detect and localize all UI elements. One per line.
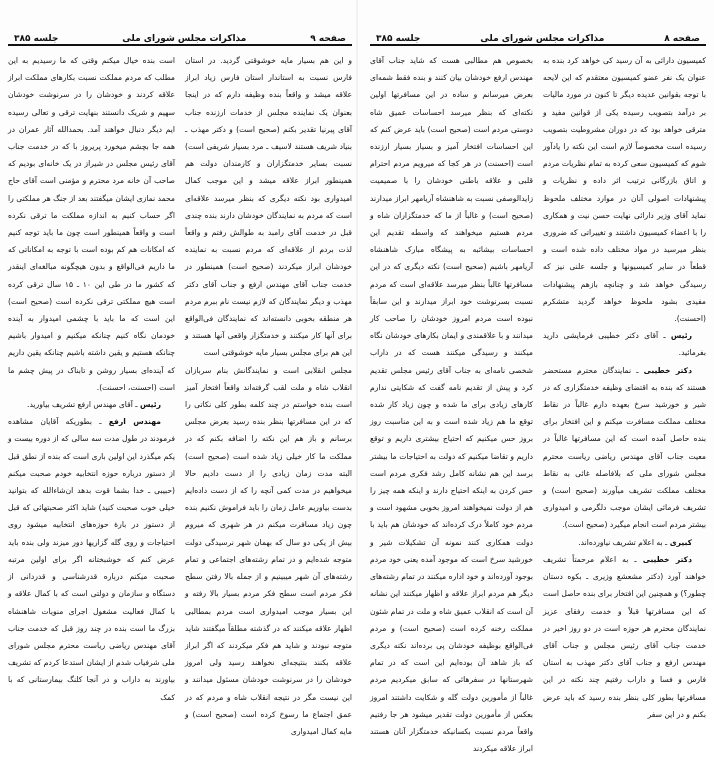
paragraph: است بنده خیال میکنم وقتی که ما رسیدیم به این مطلب که مردم مملکت نسبت بکارهای مملکت ابراز علاقه کردند و خودشان را در سرنوشت خودشان سهیم و شریک دانستند بنهایت ترقی و تعالی رسیده ایم دیگر دنبال خواهند آمد. بحمدالله آثار عمران در همه جا بچشم میخورد پریروز با که در خدمت جناب آقای رئیس مجلس در شیراز در یک خانه‌ای بودیم که صاحب آن خانه مرد محترم و مؤمنی است آقای حاج محمد نمازی ایشان میگفتند بعد از جنگ هر مملکتی را اگر حساب کنیم به اندازه مملکت ما ترقی نکرده است و واقعاً همینطور است چون ما باید توجه کنیم که امکانات هم کم بوده است با توجه به امکاناتی که ما داریم فی‌الواقع و بدون هیچگونه مبالغه‌ای اینقدر که کشور ما در طی این ۱۰ ـ ۱۵ سال ترقی کرده است هیچ مملکتی ترقی نکرده است (صحیح است) این است که ما باید با چشمی امیدوار به آینده خودمان نگاه کنیم چنانکه میکنیم و امیدوار باشیم چنانکه هستیم و یقین داشته باشیم چنانکه یقین داریم که آینده‌ای بسیار روشن و تابناک در پیش چشم ما است (احسنت، احسنت).	[8, 56, 175, 392]
remark-text: آقای مهندس ارفع تشریف بیاورید.	[27, 400, 133, 410]
paragraph: کمیسیون دارائی به آن رسید کی خواهد کرد بنده به عنوان یک نفر عضو کمیسیون معتقدم که این لایحه با توجه بقوانین عدیده دیگر تا کنون در مورد مالیات بر درآمد بتصویب رسیده یکی از قوانین مفید و مترقی خواهد بود که در دوران مشروطیت بتصویب رسیده است مخصوصاً لازم است این نکته را یادآور شوم که کمیسیون سعی کرده به تمام نظریات مردم و اتاق بازرگانی ترتیب اثر داده و نظریات و پیشنهادات اصولی آنان در موارد مختلف ملحوظ نماید آقای وزیر دارائی نهایت حسن نیت و همکاری را با اعضاء کمیسیون داشتند و تغییراتی که ضروری بنظر میرسید در مواد مختلف داده شده است و قطعاً در سایر کمیسیونها و جلسه علنی نیز که رسیدگی خواهد شد و چنانچه بازهم پیشنهادات مفیدی بشود ملحوظ خواهد گردید متشکرم (احسنت).	[543, 56, 706, 324]
column-left	[8, 52, 175, 702]
remark-text: به اعلام تشریف نیاورده‌اند.	[578, 537, 663, 547]
speaker-name: مهندس ارفع	[108, 417, 161, 427]
speech: دکتر خطیبی ـ نمایندگان محترم مستحضر هستند که بنده به اقتضای وظیفه خدمتگزاری که در شیر و خورشید سرخ بعهده دارم غالباً در نقاط مختلف مملکت مسافرت میکنم و این افتخار برای بنده حاصل آمده است که این مسافرتها غالباً در معیت جناب آقای مهندس ریاضی ریاست محترم مجلس شورای ملی که بلافاصله غائی به نقاط مختلف مملکت تشریف میآورند (صحیح است) و تشریف فرمائی ایشان موجب دلگرمی و امیدواری بیشتر مردم است انجام میگیرد (صحیح است).	[543, 365, 706, 530]
speaker-name: رئیس	[670, 331, 692, 341]
session-number: جلسه ۳۸۵	[14, 34, 59, 44]
page-header	[8, 30, 352, 46]
speaker-name: رئیس	[139, 400, 161, 410]
chair-remark: رئیس ـ آقای مهندس ارفع تشریف بیاورید.	[27, 400, 161, 410]
paragraph: بخصوص هم مطالبی هست که شاید جناب آقای مهندس ارفع خودشان بیان کنند و بنده فقط شمه‌ای بعرض میرسانم و ساده در این مسافرتها اولین نکته‌ای که بنظر میرسد احساسات عمیق شاه دوستی مردم است (صحیح است) باید عرض کنم که این احساسات افتخار آمیز و بسیار بسیار ارزنده است (احسنت) در هر کجا که میرویم مردم احترام قلبی و علاقه باطنی خودشان را با صمیمیت زایدالوصفی نسبت به شاهنشاه آریامهر ابراز میدارند (صحیح است) و غالباً از ما که خدمتگزاران شاه و مردم هستیم میخواهند که واسطه تقدیم این احساسات بیشائبه به پیشگاه مبارک شاهنشاه آریامهر باشیم (صحیح است) نکته دیگری که در این مسافرتها غالباً بنظر میرسد علاقه‌ای است که مردم نسبت بسرنوشت خود ابراز میدارند و این سابقاً نبوده است مردم امروز خودشان را صاحب کار میدانند و با علاقمندی و ایمان بکارهای خودشان نگاه میکنند و رسیدگی میکنند هست که در داراب شخصی نامه‌ای به جناب آقای رئیس مجلس تقدیم کرد و پیش از تقدیم نامه گفت که شکایتی ندارم کارهای زیادی برای ما شده و چون زیاد کار شده توقع ما هم زیاد شده است و به این مناسبت روز بروز حس میکنیم که احتیاج بیشتری داریم و توقع داریم و تقاضا میکنیم که دولت به احتیاجات ما بیشتر برسد این هم نشانه کامل رشد فکری مردم است حس کردن به اینکه احتیاج دارند و اینکه همه چیز را هم از دولت نمیخواهند امروز بخوبی مشهود است و مردم خود کاملاً درک کرده‌اند که خودشان هم باید با دولت همکاری کنند نمونه آن تشکیلات شیر و خورشید سرخ است که موجود آمده یعنی خود مردم بوجود آورده‌اند و خود اداره میکنند در تمام رشته‌های دیگر هم مردم ابراز علاقه و اظهار میکنند این نشانه آن است که انقلاب عمیق شاه و ملت در تمام شئون مملکت رخنه کرده است (صحیح است) و مردم فی‌الواقع بوظیفه خودشان پی برده‌اند نکته دیگری که باز شاهد آن بوده‌ایم این است که در تمام شهرستانها در سفرهائی که سابق میکردیم مردم غالباً از مأمورین دولت گله و شکایت داشتند امروز بعکس از مأمورین دولت تقدیر میشود هر جا رفتیم واقعاً مردم نسبت بکسانیکه خدمتگزار آنان هستند ابراز علاقه میکردند	[370, 56, 533, 754]
page-9	[8, 0, 352, 736]
speaker-name: دکتر خطیبی	[643, 365, 692, 375]
chair-remark: رئیس ـ آقای دکتر خطیبی فرمایشی دارید بفرمائید.	[543, 331, 706, 358]
speaker-name: دکتر خطیبی	[642, 554, 692, 564]
text-columns	[370, 52, 706, 754]
paragraph: و این هم بسیار مایه خوشوقتی گردید. در استان فارس نسبت به استاندار استان فارس زیاد ابراز علاقه میشد و واقعاً بنده وظیفه دارم که در اینجا بعنوان یک نماینده مجلس از خدمات ارزنده جناب آقای پیرنیا تقدیر بکنم (صحیح است) و دکتر مهذب ـ بنیاد شریف هستند لاسیف ـ مرد بسیار شریفی است) نسبت بسایر خدمتگزاران و کارمندان دولت هم همینطور ابراز علاقه میشد و این موجب کمال امیدواری بود نکته دیگری که بنظر میرسد علاقه‌ای است که مردم به نمایندگان خودشان دارند بنده چندی قبل در خدمت آقای رامبد به طوالش رفتم و واقعاً لذت بردم از علاقه‌ای که مردم نسبت به نماینده خودشان ابراز میکردند (صحیح است) همینطور در خدمت جناب آقای مهندس ارفع و جناب آقای دکتر مهذب و دیگر نمایندگان که لازم نیست نام ببرم مردم هر منطقه بخوبی دانسته‌اند که نمایندگان فی‌الواقع برای آنها کار میکنند و خدمتگزار واقعی آنها هستند و این هم برای مجلس بسیار مایه خوشوقتی است	[185, 56, 352, 358]
running-title: مذاکرات مجلس شورای ملی	[122, 34, 247, 44]
paragraph: مجلس انقلابی است و نمایندگانش بنام سربازان انقلاب شاه و ملت لقب گرفته‌اند واقعاً افتخار آمیز است بنده خواستم در چند کلمه بطور کلی نکاتی را که در این مسافرتها بنظر بنده رسید بعرض مجلس برسانم و باز هم این نکته را اضافه بکنم که در مملکت ما کار خیلی زیاد شده است (صحیح است) البته مدت زمان زیادی را از دست دادیم حالا میخواهیم در مدت کمی آنچه را که از دست داده‌ایم بدست بیاوریم عامل زمان را باید فراموش نکنیم بنده چون زیاد مسافرت میکنم در هر شهری که میروم بیش از یکی دو سال که بهمان شهر نرسیدگی دولت متوجه شده‌ایم و در تمام رشته‌های اجتماعی و تمام رشته‌های آن شهر میبینیم و از جمله بالا رفتن سطح فکر مردم است سطح فکر مردم بسیار بالا رفته و این بسیار موجب امیدواری است مردم بمطالبی اظهار علاقه میکنند که در گذشته مطلقاً میگفتند شاید متوجه نبودند و شاید هم فکر میکردند که اگر ابراز علاقه بکنند بنتیجه‌ای نخواهند رسید ولی امروز خودشان را در سرنوشت خودشان مسئول میدانند و این نیست مگر در نتیجه انقلاب شاه و مردم که در عمق اجتماع ما رسوخ کرده است (صحیح است) و مایه کمال امیدواری	[185, 365, 352, 736]
speech-text: به اعلام مرحمتاً تشریف خواهند آورد (دکتر مشعشع وزیری ـ بکوه دستان چطور؟) و همچنین این افتخار برای بنده حاصل است که این مسافرتها قبلاً و خدمت رفقای عزیز نمایندگان محترم هر حوزه است در دو روز اخیر در خدمت جناب آقای رئیس مجلس و جناب آقای مهندس ارفع و جناب آقای دکتر مهذب به استان فارس و فسا و داراب رفتیم چند نکته در این مسافرتها بطور کلی بنظر بنده رسید که باید عرض بکنم و در این سفر	[543, 554, 706, 719]
page-8	[370, 0, 706, 754]
running-title: مذاکرات مجلس شورای ملی	[480, 34, 605, 44]
page-number: صفحه ۹	[310, 34, 346, 44]
column-right	[543, 52, 706, 719]
page-gutter	[356, 0, 358, 600]
interjection: کبیری ـ به اعلام تشریف نیاورده‌اند.	[578, 537, 692, 547]
speaker-name: کبیری	[669, 537, 692, 547]
speech-text: نمایندگان محترم مستحضر هستند که بنده به اقتضای وظیفه خدمتگزاری که در شیر و خورشید سرخ بعهده دارم غالباً در نقاط مختلف مملکت مسافرت میکنم و این افتخار برای بنده حاصل آمده است که این مسافرتها غالباً در معیت جناب آقای مهندس ریاضی ریاست محترم مجلس شورای ملی که بلافاصله غائی به نقاط مختلف مملکت تشریف میآورند (صحیح است) و تشریف فرمائی ایشان موجب دلگرمی و امیدواری بیشتر مردم است انجام میگیرد (صحیح است).	[543, 365, 706, 530]
column-left	[370, 52, 533, 754]
text-columns	[8, 52, 352, 736]
speech: دکتر خطیبی ـ به اعلام مرحمتاً تشریف خواهند آورد (دکتر مشعشع وزیری ـ بکوه دستان چطور؟) و همچنین این افتخار برای بنده حاصل است که این مسافرتها قبلاً و خدمت رفقای عزیز نمایندگان محترم هر حوزه است در دو روز اخیر در خدمت جناب آقای رئیس مجلس و جناب آقای مهندس ارفع و جناب آقای دکتر مهذب به استان فارس و فسا و داراب رفتیم چند نکته در این مسافرتها بطور کلی بنظر بنده رسید که باید عرض بکنم و در این سفر	[543, 554, 706, 719]
remark-text: آقای دکتر خطیبی فرمایشی دارید بفرمائید.	[543, 331, 706, 358]
page-header	[370, 30, 706, 46]
session-number: جلسه ۳۸۵	[376, 34, 421, 44]
page-number: صفحه ۸	[664, 34, 700, 44]
speech: مهندس ارفع ـ بطوریکه آقایان مشاهده فرمودند در طول مدت سه سالی که از دوره بیست و یکم میگذرد این اولین باری است که بنده از نطق قبل از دستور درباره حوزه انتخابیه خودم صحبت میکنم (حبیبی ـ خدا بشما قوت بدهد ان‌شاءالله که بتوانید خیلی خوب صحبت کنید) شاید اکثر صحبتهائی که قبل از دستور در بارهٔ حوزه‌های انتخابیه میشود روی احتیاجات و روی گله گزاریها دور میزند ولی بنده باید عرض کنم که خوشبختانه اگر برای اولین مرتبه صحبت میکنم درباره قدرشناسی و قدردانی از دستگاه و سازمان و دولتی است که با کمال علاقه و با کمال فعالیت مشغول اجرای منویات شاهنشاه بزرگ ما است بنده در چند روز قبل که خدمت جناب آقای مهندس ریاضی ریاست محترم مجلس شورای ملی شرفیاب شدم از ایشان استدعا کردم که تشریف بیاورند به داراب و در آنجا کلنگ بیمارستانی که با کمک	[8, 417, 175, 702]
column-right	[185, 52, 352, 736]
speech-text: بطوریکه آقایان مشاهده فرمودند در طول مدت سه سالی که از دوره بیست و یکم میگذرد این اولین باری است که بنده از نطق قبل از دستور درباره حوزه انتخابیه خودم صحبت میکنم (حبیبی ـ خدا بشما قوت بدهد ان‌شاءالله که بتوانید خیلی خوب صحبت کنید) شاید اکثر صحبتهائی که قبل از دستور در بارهٔ حوزه‌های انتخابیه میشود روی احتیاجات و روی گله گزاریها دور میزند ولی بنده باید عرض کنم که خوشبختانه اگر برای اولین مرتبه صحبت میکنم درباره قدرشناسی و قدردانی از دستگاه و سازمان و دولتی است که با کمال علاقه و با کمال فعالیت مشغول اجرای منویات شاهنشاه بزرگ ما است بنده در چند روز قبل که خدمت جناب آقای مهندس ریاضی ریاست محترم مجلس شورای ملی شرفیاب شدم از ایشان استدعا کردم که تشریف بیاورند به داراب و در آنجا کلنگ بیمارستانی که با کمک	[8, 417, 175, 702]
